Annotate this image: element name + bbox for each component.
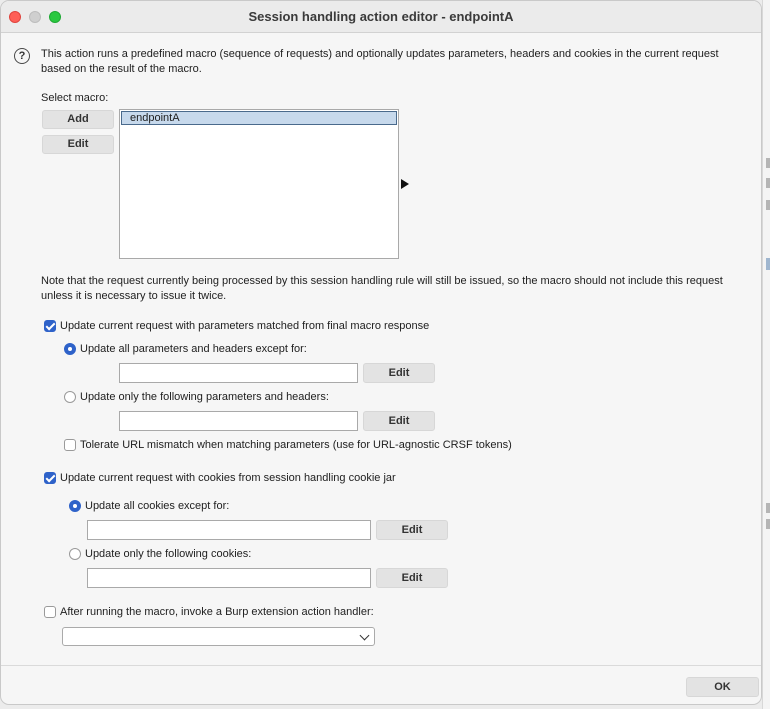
cookies-all-except-radio[interactable] — [69, 500, 81, 512]
params-only-following-edit-button[interactable]: Edit — [363, 411, 435, 431]
background-edge-mark — [766, 200, 770, 210]
params-only-following-radio[interactable] — [64, 391, 76, 403]
invoke-extension-label: After running the macro, invoke a Burp extension action handler: — [60, 606, 374, 618]
background-edge-mark — [766, 519, 770, 529]
background-edge-mark — [766, 258, 770, 270]
cookies-all-except-edit-button[interactable]: Edit — [376, 520, 448, 540]
params-only-following-label: Update only the following parameters and headers: — [80, 391, 329, 403]
help-icon[interactable]: ? — [14, 48, 30, 64]
cookies-only-following-field[interactable] — [87, 568, 371, 588]
chevron-down-icon — [360, 631, 370, 641]
edit-macro-button[interactable]: Edit — [42, 135, 114, 154]
params-all-except-field[interactable] — [119, 363, 358, 383]
background-edge-mark — [766, 158, 770, 168]
invoke-extension-checkbox[interactable] — [44, 606, 56, 618]
window-title: Session handling action editor - endpointA — [248, 9, 514, 24]
background-edge-mark — [766, 503, 770, 513]
cookies-only-following-edit-button[interactable]: Edit — [376, 568, 448, 588]
params-all-except-label: Update all parameters and headers except for: — [80, 343, 307, 355]
select-macro-label: Select macro: — [41, 92, 109, 104]
play-arrow-icon — [401, 179, 409, 189]
cookies-only-following-radio[interactable] — [69, 548, 81, 560]
macro-list-item[interactable]: endpointA — [121, 111, 397, 125]
description-text: This action runs a predefined macro (sequence of requests) and optionally updates parameters, headers and cookies in the current request based on the result of the macro. — [41, 48, 719, 75]
background-edge-mark — [766, 178, 770, 188]
extension-handler-select[interactable] — [62, 627, 375, 646]
footer-divider — [1, 665, 761, 666]
add-macro-button[interactable]: Add — [42, 110, 114, 129]
update-params-label: Update current request with parameters matched from final macro response — [60, 320, 430, 332]
params-all-except-radio[interactable] — [64, 343, 76, 355]
cookies-only-following-label: Update only the following cookies: — [85, 548, 252, 560]
background-window-edge — [762, 0, 770, 709]
macro-list[interactable] — [119, 109, 399, 259]
cookies-all-except-field[interactable] — [87, 520, 371, 540]
tolerate-url-mismatch-label: Tolerate URL mismatch when matching parameters (use for URL-agnostic CRSF tokens) — [80, 439, 512, 451]
params-only-following-field[interactable] — [119, 411, 358, 431]
note-text: Note that the request currently being processed by this session handling rule will still be issued, so the macro should not include this request unless it is necessary to issue it twice. — [41, 275, 723, 302]
cookies-all-except-label: Update all cookies except for: — [85, 500, 230, 512]
update-cookies-checkbox[interactable] — [44, 472, 56, 484]
update-cookies-label: Update current request with cookies from session handling cookie jar — [60, 472, 396, 484]
ok-button[interactable]: OK — [686, 677, 759, 697]
params-all-except-edit-button[interactable]: Edit — [363, 363, 435, 383]
tolerate-url-mismatch-checkbox[interactable] — [64, 439, 76, 451]
update-params-checkbox[interactable] — [44, 320, 56, 332]
title-bar — [1, 1, 761, 33]
